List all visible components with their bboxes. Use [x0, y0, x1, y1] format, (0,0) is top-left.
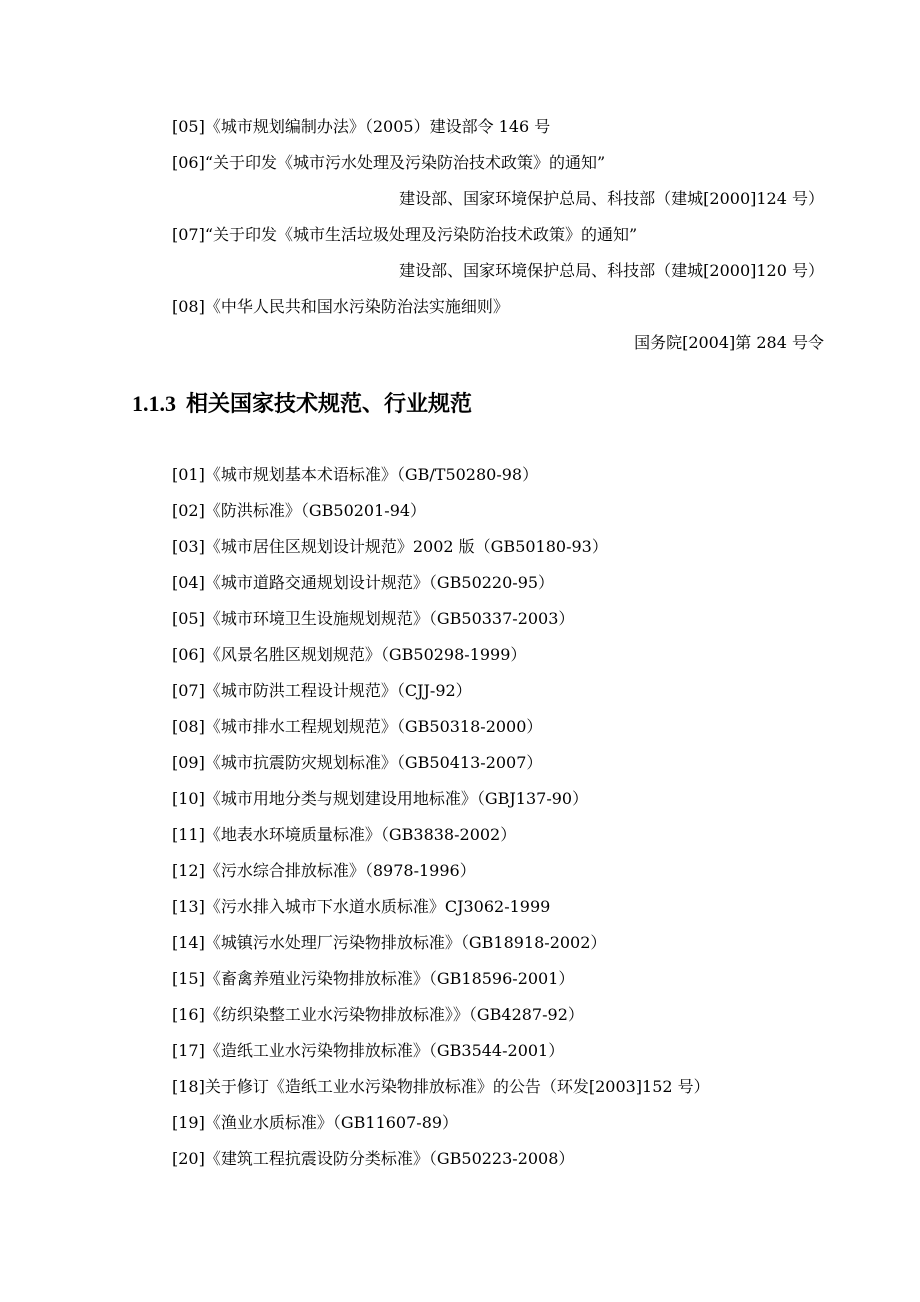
standard-entry: [08]《城市排水工程规划规范》（GB50318-2000）: [172, 717, 543, 736]
standard-entry: [02]《防洪标准》（GB50201-94）: [172, 501, 427, 520]
law-entry-05: [05]《城市规划编制办法》（2005）建设部令 146 号: [172, 117, 551, 136]
standard-entry: [11]《地表水环境质量标准》（GB3838-2002）: [172, 825, 517, 844]
standard-entry: [10]《城市用地分类与规划建设用地标准》（GBJ137-90）: [172, 789, 589, 808]
standard-entry: [20]《建筑工程抗震设防分类标准》（GB50223-2008）: [172, 1149, 575, 1168]
standard-entry: [07]《城市防洪工程设计规范》（CJJ-92）: [172, 681, 472, 700]
standard-entry: [15]《畜禽养殖业污染物排放标准》（GB18596-2001）: [172, 969, 575, 988]
standard-entry: [12]《污水综合排放标准》（8978-1996）: [172, 861, 476, 880]
section-title: 相关国家技术规范、行业规范: [186, 392, 473, 417]
section-heading: [132, 390, 472, 419]
law-entry-06: [06]“关于印发《城市污水处理及污染防治技术政策》的通知”: [172, 153, 606, 172]
section-number: 1.1.3: [132, 391, 176, 416]
standard-entry: [01]《城市规划基本术语标准》（GB/T50280-98）: [172, 465, 539, 484]
standard-entry: [18]关于修订《造纸工业水污染物排放标准》的公告（环发[2003]152 号）: [172, 1077, 710, 1096]
standard-entry: [06]《风景名胜区规划规范》（GB50298-1999）: [172, 645, 527, 664]
standard-entry: [04]《城市道路交通规划设计规范》（GB50220-95）: [172, 573, 555, 592]
standard-entry: [03]《城市居住区规划设计规范》2002 版（GB50180-93）: [172, 537, 608, 556]
law-entry-06-issuer: 建设部、国家环境保护总局、科技部（建城[2000]124 号）: [399, 189, 824, 208]
standard-entry: [14]《城镇污水处理厂污染物排放标准》（GB18918-2002）: [172, 933, 607, 952]
standard-entry: [13]《污水排入城市下水道水质标准》CJ3062-1999: [172, 897, 551, 916]
standard-entry: [19]《渔业水质标准》（GB11607-89）: [172, 1113, 459, 1132]
law-entry-07-issuer: 建设部、国家环境保护总局、科技部（建城[2000]120 号）: [399, 261, 824, 280]
standard-entry: [16]《纺织染整工业水污染物排放标准》》（GB4287-92）: [172, 1005, 584, 1024]
law-entry-08-issuer: 国务院[2004]第 284 号令: [634, 333, 824, 352]
law-entry-07: [07]“关于印发《城市生活垃圾处理及污染防治技术政策》的通知”: [172, 225, 638, 244]
standard-entry: [05]《城市环境卫生设施规划规范》（GB50337-2003）: [172, 609, 575, 628]
standard-entry: [17]《造纸工业水污染物排放标准》（GB3544-2001）: [172, 1041, 565, 1060]
law-entry-08: [08]《中华人民共和国水污染防治法实施细则》: [172, 297, 509, 316]
standard-entry: [09]《城市抗震防灾规划标准》（GB50413-2007）: [172, 753, 543, 772]
